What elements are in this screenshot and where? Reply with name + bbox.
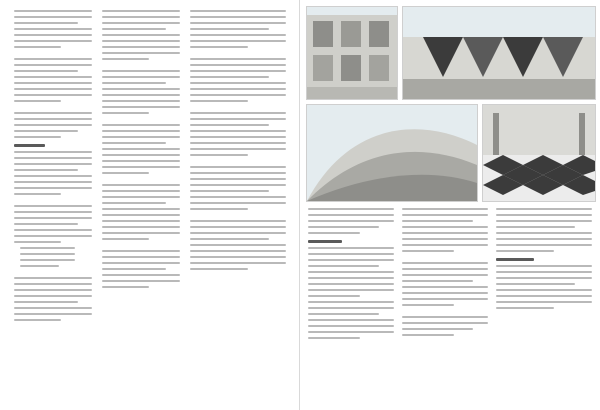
facade-image (403, 7, 595, 99)
atrium-image (483, 105, 595, 201)
photo-triangular-facade (402, 6, 596, 100)
photo-atrium-floor (482, 104, 596, 202)
right-text-column-2 (402, 208, 488, 378)
concrete-wall-image (307, 7, 397, 99)
left-text-column-3 (190, 10, 286, 370)
section-heading (14, 144, 45, 147)
photo-curved-concrete (306, 104, 478, 202)
photo-wall-panels (306, 6, 398, 100)
left-text-column-2 (102, 10, 180, 370)
right-text-column-1 (308, 208, 394, 378)
right-text-column-3 (496, 208, 592, 378)
left-text-column-1 (14, 10, 92, 370)
curved-concrete-image (307, 105, 477, 201)
section-heading (308, 240, 342, 243)
section-heading (496, 258, 534, 261)
right-page (300, 0, 600, 410)
